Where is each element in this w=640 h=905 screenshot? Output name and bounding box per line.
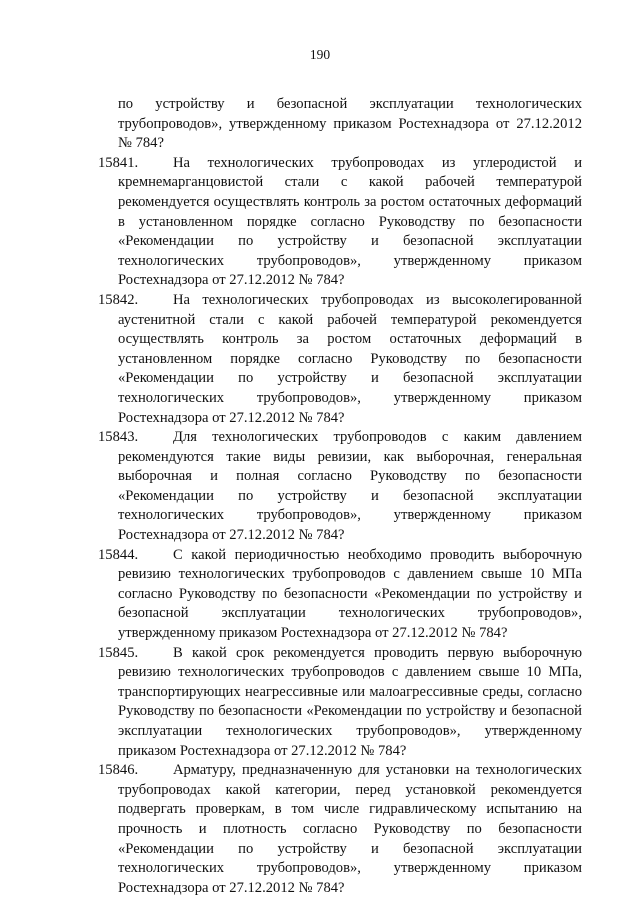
question-text: Для технологических трубопроводов с каким давлением рекомендуются такие виды ревизии, как выборочная, генеральная выборочная и полная согласно Руководству по безопасности «Рекомендации по устройству и безопасной эксплуатации технологических трубопроводов», утвержденному приказом Ростехнадзора от 27.12.2012 № 784?	[118, 429, 582, 544]
question-text: Арматуру, предназначенную для установки на технологических трубопроводах какой категории, перед установкой рекомендуется подвергать проверкам, в том числе гидравлическому испытанию на прочность и плотность согласно Руководству по безопасности «Рекомендации по устройству и безопасной эксплуатации технологических трубопроводов», утвержденному приказом Ростехнадзора от 27.12.2012 № 784?	[118, 762, 582, 896]
question-number: 15841.	[98, 154, 139, 171]
question-number: 15843.	[98, 429, 139, 446]
question-number: 15844.	[98, 546, 139, 563]
question-item-15842	[98, 291, 582, 428]
page-number: 190	[309, 47, 331, 62]
intro-continuation: по устройству и безопасной эксплуатации технологических трубопроводов», утвержденному приказом Ростехнадзора от 27.12.2012 № 784?	[118, 96, 582, 152]
question-number: 15845.	[98, 644, 139, 661]
question-text: С какой периодичностью необходимо проводить выборочную ревизию технологических трубопроводов с давлением свыше 10 МПа согласно Руководству по безопасности «Рекомендации по устройству и безопасной эксплуатации технологических трубопроводов», утвержденному приказом Ростехнадзора от 27.12.2012 № 784?	[118, 546, 582, 642]
question-item-15844	[98, 546, 582, 644]
question-list	[98, 95, 582, 898]
question-item-15845	[98, 644, 582, 762]
question-item-15843	[98, 428, 582, 546]
question-number: 15842.	[98, 291, 139, 308]
question-number: 15846.	[98, 762, 139, 779]
question-item-15846	[98, 761, 582, 898]
question-text: В какой срок рекомендуется проводить первую выборочную ревизию технологических трубопроводов с давлением свыше 10 МПа, транспортирующих неагрессивные или малоагрессивные среды, согласно Руководству по безопасности «Рекомендации по устройству и безопасной эксплуатации технологических трубопроводов», утвержденному приказом Ростехнадзора от 27.12.2012 № 784?	[118, 644, 582, 759]
question-text: На технологических трубопроводах из углеродистой и кремнемарганцовистой стали с какой рабочей температурой рекомендуется осуществлять контроль за ростом остаточных деформаций в установленном порядке согласно Руководству по безопасности «Рекомендации по устройству и безопасной эксплуатации технологических трубопроводов», утвержденному приказом Ростехнадзора от 27.12.2012 № 784?	[118, 154, 582, 289]
question-item-15841	[98, 154, 582, 291]
question-text: На технологических трубопроводах из высоколегированной аустенитной стали с какой рабочей температурой рекомендуется осуществлять контроль за ростом остаточных деформаций в установленном порядке согласно Руководству по безопасности «Рекомендации по устройству и безопасной эксплуатации технологических трубопроводов», утвержденному приказом Ростехнадзора от 27.12.2012 № 784?	[118, 291, 582, 426]
